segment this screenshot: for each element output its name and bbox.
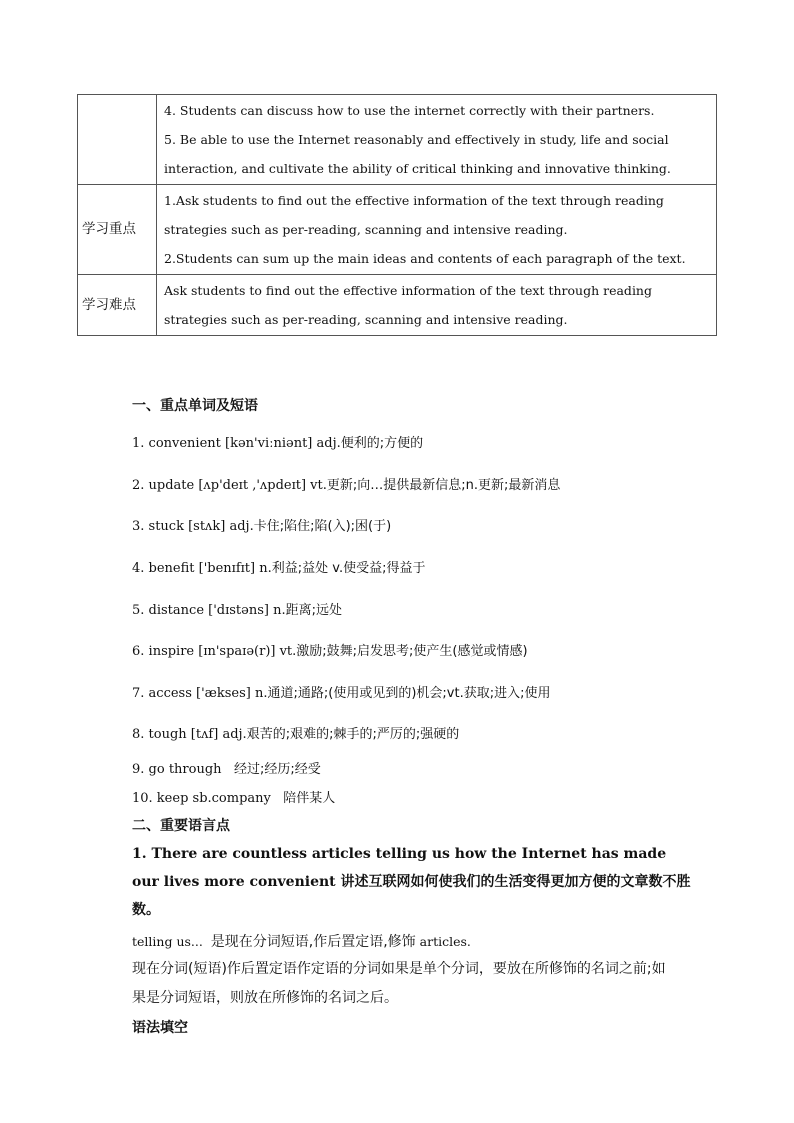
section-title-grammar-fill: 语法填空 — [132, 1020, 188, 1036]
content-line: Ask students to find out the effective information of the text through reading — [164, 283, 652, 298]
content-line: 2.Students can sum up the main ideas and contents of each paragraph of the text. — [164, 251, 686, 266]
vocab-meaning: 更新;向…提供最新信息;n.更新;最新消息 — [326, 478, 561, 493]
vocab-item — [132, 723, 459, 742]
vocab-term: 8. tough [tʌf] adj. — [132, 727, 247, 742]
table-row — [78, 275, 717, 336]
vocab-meaning: 激励;鼓舞;启发思考;使产生(感觉或情感) — [296, 644, 528, 659]
vocab-meaning: 通道;通路;(使用或见到的)机会;vt.获取;进入;使用 — [267, 686, 551, 701]
vocab-meaning: 卡住;陷住;陷(入);困(于) — [253, 519, 392, 534]
vocab-item — [132, 515, 391, 534]
note-chinese: 是现在分词短语,作后置定语,修饰 — [210, 934, 416, 950]
content-line: 1.Ask students to find out the effective information of the text through reading — [164, 193, 664, 208]
note-english: telling us... — [132, 934, 203, 949]
vocab-meaning: 经过;经历;经受 — [233, 762, 321, 777]
vocab-meaning: 陪伴某人 — [283, 791, 336, 806]
content-line: strategies such as per-reading, scanning and intensive reading. — [164, 222, 568, 237]
vocab-item — [132, 474, 560, 493]
sentence-chinese: 讲述互联网如何使我们的生活变得更加方便的文章数不胜数。 — [132, 874, 691, 918]
vocab-term: 2. update [ʌp'deɪt ,'ʌpdeɪt] vt. — [132, 478, 327, 493]
row-content — [157, 275, 717, 336]
vocab-item — [132, 682, 550, 701]
key-sentence — [132, 840, 692, 924]
vocab-meaning: 利益;益处 v.使受益;得益于 — [271, 561, 426, 576]
vocab-meaning: 艰苦的;艰难的;棘手的;严厉的;强硬的 — [246, 727, 460, 742]
vocab-term: 4. benefit ['benɪfɪt] n. — [132, 561, 272, 576]
note-tail: articles. — [419, 934, 471, 949]
content-line: 5. Be able to use the Internet reasonably and effectively in study, life and social — [164, 132, 669, 147]
row-label-difficulties: 学习难点 — [78, 275, 157, 336]
content-line: interaction, and cultivate the ability of critical thinking and innovative thinking. — [164, 161, 671, 176]
table-row — [78, 185, 717, 275]
vocab-meaning: 距离;远处 — [285, 603, 342, 618]
vocab-item — [132, 557, 425, 576]
vocab-item — [132, 640, 528, 659]
row-content — [157, 95, 717, 185]
vocab-item — [132, 787, 335, 806]
sentence-english: 1. There are countless articles telling us how the Internet has made our lives more convenient — [132, 846, 667, 890]
vocab-item — [132, 432, 423, 451]
content-line: 4. Students can discuss how to use the internet correctly with their partners. — [164, 103, 655, 118]
vocab-term: 10. keep sb.company — [132, 791, 271, 806]
grammar-note — [132, 931, 471, 951]
row-label — [78, 95, 157, 185]
vocab-term: 6. inspire [ɪn'spaɪə(r)] vt. — [132, 644, 297, 659]
vocab-meaning: 便利的;方便的 — [340, 436, 424, 451]
vocab-term: 5. distance ['dɪstəns] n. — [132, 603, 286, 618]
vocab-term: 1. convenient [kən'viːniənt] adj. — [132, 436, 341, 451]
vocab-term: 7. access ['ækses] n. — [132, 686, 268, 701]
table-row — [78, 95, 717, 185]
row-label-key-points: 学习重点 — [78, 185, 157, 275]
objectives-table — [77, 94, 717, 336]
vocab-term: 9. go through — [132, 762, 222, 777]
section-title-language-points: 二、重要语言点 — [132, 818, 230, 834]
vocab-item — [132, 758, 321, 777]
vocab-item — [132, 599, 342, 618]
grammar-explanation: 现在分词(短语)作后置定语作定语的分词如果是单个分词，要放在所修饰的名词之前;如果是分词短语，则放在所修饰的名词之后。 — [132, 961, 666, 1006]
row-content — [157, 185, 717, 275]
vocab-term: 3. stuck [stʌk] adj. — [132, 519, 254, 534]
section-title-vocabulary: 一、重点单词及短语 — [132, 398, 258, 414]
content-line: strategies such as per-reading, scanning and intensive reading. — [164, 312, 568, 327]
